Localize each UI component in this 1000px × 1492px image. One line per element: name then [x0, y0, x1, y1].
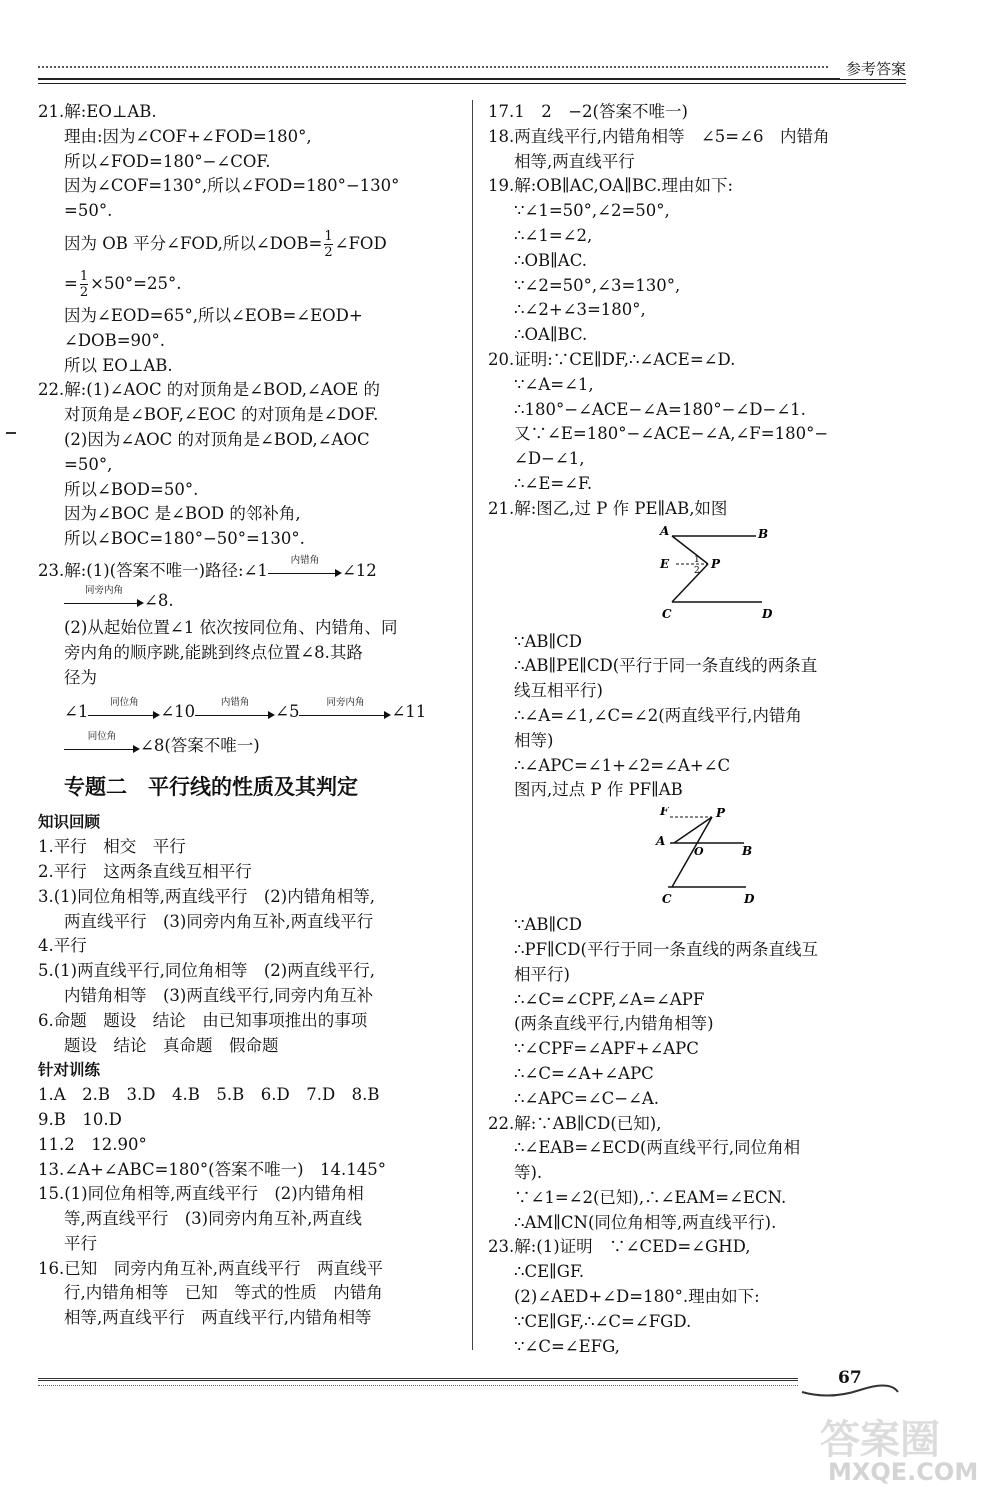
answer-22 — [488, 1112, 910, 1236]
column-divider — [472, 100, 473, 1350]
point-label: C — [662, 892, 672, 907]
text-line: ∴180°−∠ACE−∠A=180°−∠D−∠1. — [514, 399, 806, 419]
answer-21 — [38, 100, 450, 378]
arrow-label: 同位角 — [87, 730, 117, 742]
header-dotted-rule — [38, 66, 828, 68]
list-item: 3.(1)同位角相等,两直线平行 (2)内错角相等, — [38, 886, 375, 906]
text-line: 19.解:OB∥AC,OA∥BC.理由如下: — [488, 176, 734, 196]
text-line: ∴∠E=∠F. — [514, 473, 593, 493]
text-line: ∵∠1=∠2(已知),∴∠EAM=∠ECN. — [514, 1187, 787, 1207]
text-span: ∠8(答案不唯一) — [140, 736, 260, 756]
text-line-fraction — [38, 224, 450, 264]
text-line: ∴∠EAB=∠ECD(两直线平行,同位角相 — [514, 1138, 801, 1158]
list-item: 11.2 12.90° — [38, 1134, 147, 1154]
watermark-site: MXQE.COM — [828, 1458, 979, 1486]
training-title: 针对训练 — [38, 1061, 101, 1080]
text-line: 所以 EO⊥AB. — [64, 355, 173, 375]
answer-19 — [488, 174, 910, 348]
text-line: ∵∠2=50°,∠3=130°, — [514, 275, 681, 295]
page-number: 67 — [838, 1368, 862, 1388]
footer-dotted-rule — [38, 1385, 798, 1386]
text-span: ∠11 — [391, 702, 427, 722]
point-label: P — [711, 556, 721, 571]
header-rule — [38, 78, 906, 80]
text-line: 所以∠BOD=50°. — [64, 479, 199, 499]
list-item: 平行 — [64, 1233, 97, 1253]
header-title: 参考答案 — [840, 58, 906, 79]
list-item: 相等,两直线平行 两直线平行,内错角相等 — [64, 1308, 372, 1328]
list-item: 4.平行 — [38, 936, 87, 956]
text-line: ∴∠1=∠2, — [514, 225, 593, 245]
list-item: 15.(1)同位角相等,两直线平行 (2)内错角相 — [38, 1184, 364, 1204]
point-label: O — [694, 845, 704, 859]
text-line: ∴AM∥CN(同位角相等,两直线平行). — [514, 1212, 777, 1232]
text-line: (两条直线平行,内错角相等) — [514, 1014, 714, 1034]
arrow-label: 同旁内角 — [326, 696, 365, 708]
figure-b — [488, 526, 910, 626]
point-label: D — [744, 892, 755, 907]
text-line: ∵∠A=∠1, — [514, 374, 594, 394]
arrow-icon — [64, 585, 144, 613]
list-item: 行,内错角相等 已知 等式的性质 内错角 — [64, 1283, 383, 1303]
point-label: B — [758, 526, 769, 541]
left-column — [38, 100, 450, 1331]
list-item: 16.已知 同旁内角互补,两直线平行 两直线平 — [38, 1258, 383, 1278]
text-line: 21.解:图乙,过 P 作 PE∥AB,如图 — [488, 498, 728, 518]
text-line: (2)∠AED+∠D=180°.理由如下: — [514, 1287, 760, 1307]
text-line: 20.证明:∵CE∥DF,∴∠ACE=∠D. — [488, 349, 736, 369]
list-item: 等,两直线平行 (3)同旁内角互补,两直线 — [64, 1209, 362, 1229]
text-span: ∠5 — [275, 702, 300, 722]
answer-21 — [488, 497, 910, 1112]
point-label: D — [762, 606, 773, 621]
text-line: 线互相平行) — [514, 681, 603, 701]
figure-c-diagram — [654, 807, 794, 909]
figure-b-diagram — [658, 526, 798, 626]
text-line: 旁内角的顺序跳,能跳到终点位置∠8.其路 — [64, 642, 363, 662]
text-line: ∵∠CPF=∠APF+∠APC — [514, 1039, 699, 1059]
text-line: ∴CE∥GF. — [514, 1262, 585, 1282]
text-line: 等). — [514, 1163, 543, 1183]
text-line: 因为∠BOC 是∠BOD 的邻补角, — [64, 504, 301, 524]
text-line: ∴∠2+∠3=180°, — [514, 300, 646, 320]
point-label: A — [660, 525, 670, 538]
fraction-denominator: 2 — [79, 284, 89, 300]
point-label: E — [660, 556, 670, 571]
text-span: ∠FOD — [334, 233, 387, 253]
angle-label: 2 — [694, 565, 700, 576]
text-line: ∠DOB=90°. — [64, 330, 166, 350]
text-line: 因为∠EOD=65°,所以∠EOB=∠EOD+ — [64, 305, 363, 325]
text-line: ∴OB∥AC. — [514, 250, 587, 270]
watermark — [820, 1408, 990, 1488]
text-line: 图丙,过点 P 作 PF∥AB — [514, 780, 683, 800]
list-item: 两直线平行 (3)同旁内角互补,两直线平行 — [64, 911, 374, 931]
page-header — [38, 58, 906, 94]
text-span: ∠12 — [341, 560, 377, 580]
text-span: ∠10 — [160, 702, 196, 722]
arrow-label: 同位角 — [110, 696, 139, 708]
fraction — [80, 269, 88, 300]
text-line: 对顶角是∠BOF,∠EOC 的对顶角是∠DOF. — [64, 405, 379, 425]
review-title: 知识回顾 — [38, 813, 101, 832]
arrow-icon — [88, 696, 160, 725]
text-line: ∠D−∠1, — [514, 449, 585, 469]
text-line: ∴OA∥BC. — [514, 325, 588, 345]
section-title: 专题二 平行线的性质及其判定 — [64, 775, 358, 800]
text-line: ∴∠A=∠1,∠C=∠2(两直线平行,内错角 — [514, 705, 802, 725]
list-item: 5.(1)两直线平行,同位角相等 (2)两直线平行, — [38, 961, 375, 981]
text-line: ∴∠APC=∠C−∠A. — [514, 1088, 660, 1108]
text-line: =50°, — [64, 454, 113, 474]
text-span: 因为 OB 平分∠FOD,所以∠DOB= — [64, 233, 323, 253]
fraction-numerator: 1 — [324, 228, 333, 244]
text-span: ∠1 — [64, 702, 89, 722]
text-line: 理由:因为∠COF+∠FOD=180°, — [64, 126, 312, 146]
text-line: 相等) — [514, 730, 554, 750]
path-line — [38, 730, 450, 762]
text-line: ∵AB∥CD — [514, 631, 583, 651]
text-line: (2)从起始位置∠1 依次按同位角、内错角、同 — [64, 617, 398, 637]
answer-23 — [488, 1235, 910, 1359]
arrow-label: 同旁内角 — [84, 585, 123, 597]
arrow-label: 内错角 — [290, 555, 320, 567]
text-span: ∠8. — [144, 590, 174, 610]
text-line: ∵CE∥GF,∴∠C=∠FGD. — [514, 1311, 692, 1331]
margin-mark — [6, 432, 16, 434]
text-line: ∴∠APC=∠1+∠2=∠A+∠C — [514, 755, 731, 775]
answer-18: 18.两直线平行,内错角相等 ∠5=∠6 内错角 — [488, 126, 830, 146]
header-rule-thin — [38, 83, 906, 84]
text-line: ∴AB∥PE∥CD(平行于同一条直线的两条直 — [514, 656, 818, 676]
answer-18-cont: 相等,两直线平行 — [514, 151, 635, 171]
text-line: 22.解:(1)∠AOC 的对顶角是∠BOD,∠AOE 的 — [38, 380, 381, 400]
answer-20 — [488, 348, 910, 497]
list-item: 内错角相等 (3)两直线平行,同旁内角互补 — [64, 985, 374, 1005]
point-label: B — [742, 844, 753, 859]
answer-17: 17.1 2 −2(答案不唯一) — [488, 102, 688, 121]
text-line: 又∵∠E=180°−∠ACE−∠A,∠F=180°− — [514, 424, 829, 444]
point-label: P — [716, 807, 726, 821]
text-span: 23.解:(1)(答案不唯一)路径:∠1 — [38, 560, 268, 580]
arrow-icon — [299, 696, 391, 725]
text-line: 径为 — [64, 667, 97, 687]
point-label: C — [662, 606, 672, 621]
arrow-icon — [64, 730, 140, 759]
fraction-numerator: 1 — [79, 268, 89, 284]
footer-rule — [38, 1378, 798, 1381]
text-line: 22.解:∵AB∥CD(已知), — [488, 1113, 662, 1133]
answer-22 — [38, 378, 450, 552]
list-item: 1.A 2.B 3.D 4.B 5.B 6.D 7.D 8.B — [38, 1085, 380, 1105]
arrow-icon — [268, 555, 342, 583]
list-item: 13.∠A+∠ABC=180°(答案不唯一) 14.145° — [38, 1159, 387, 1179]
point-label: F — [660, 807, 669, 819]
text-line: ∴PF∥CD(平行于同一条直线的两条直线互 — [514, 939, 818, 959]
text-line: (2)因为∠AOC 的对顶角是∠BOD,∠AOC — [64, 429, 370, 449]
text-line: ∵∠C=∠EFG, — [514, 1336, 620, 1356]
fraction-denominator: 2 — [324, 244, 333, 260]
text-line: =50°. — [64, 201, 113, 221]
answer-23 — [38, 556, 450, 762]
right-column — [488, 100, 910, 1359]
text-line-arrow — [38, 586, 450, 616]
list-item: 1.平行 相交 平行 — [38, 837, 186, 857]
list-item: 9.B 10.D — [38, 1109, 122, 1129]
list-item: 6.命题 题设 结论 由已知事项推出的事项 — [38, 1010, 368, 1030]
text-line: ∴∠C=∠A+∠APC — [514, 1063, 654, 1083]
text-line: ∴∠C=∠CPF,∠A=∠APF — [514, 989, 705, 1009]
watermark-logo: 答案圈 — [820, 1417, 940, 1463]
text-line: 23.解:(1)证明 ∵∠CED=∠GHD, — [488, 1237, 751, 1257]
arrow-icon — [195, 696, 275, 725]
list-item: 2.平行 这两条直线互相平行 — [38, 861, 252, 881]
text-line: 21.解:EO⊥AB. — [38, 102, 157, 121]
text-line: 因为∠COF=130°,所以∠FOD=180°−130° — [64, 176, 400, 196]
point-label: A — [656, 834, 666, 849]
text-line: 相平行) — [514, 964, 570, 984]
text-line: ∵AB∥CD — [514, 915, 583, 935]
text-line-arrow — [38, 556, 450, 586]
figure-c — [488, 807, 910, 909]
angle-label: 1 — [694, 554, 700, 565]
path-line — [38, 694, 450, 730]
text-span: ×50°=25°. — [90, 273, 182, 293]
training-list — [38, 1083, 450, 1331]
text-line: ∵∠1=50°,∠2=50°, — [514, 201, 670, 221]
list-item: 题设 结论 真命题 假命题 — [64, 1035, 279, 1055]
text-line-fraction — [38, 264, 450, 304]
text-line: 所以∠BOC=180°−50°=130°. — [64, 529, 305, 549]
text-span: = — [64, 273, 78, 293]
fraction — [324, 229, 332, 260]
review-list — [38, 835, 450, 1058]
arrow-label: 内错角 — [220, 696, 250, 708]
text-line: 所以∠FOD=180°−∠COF. — [64, 151, 271, 171]
